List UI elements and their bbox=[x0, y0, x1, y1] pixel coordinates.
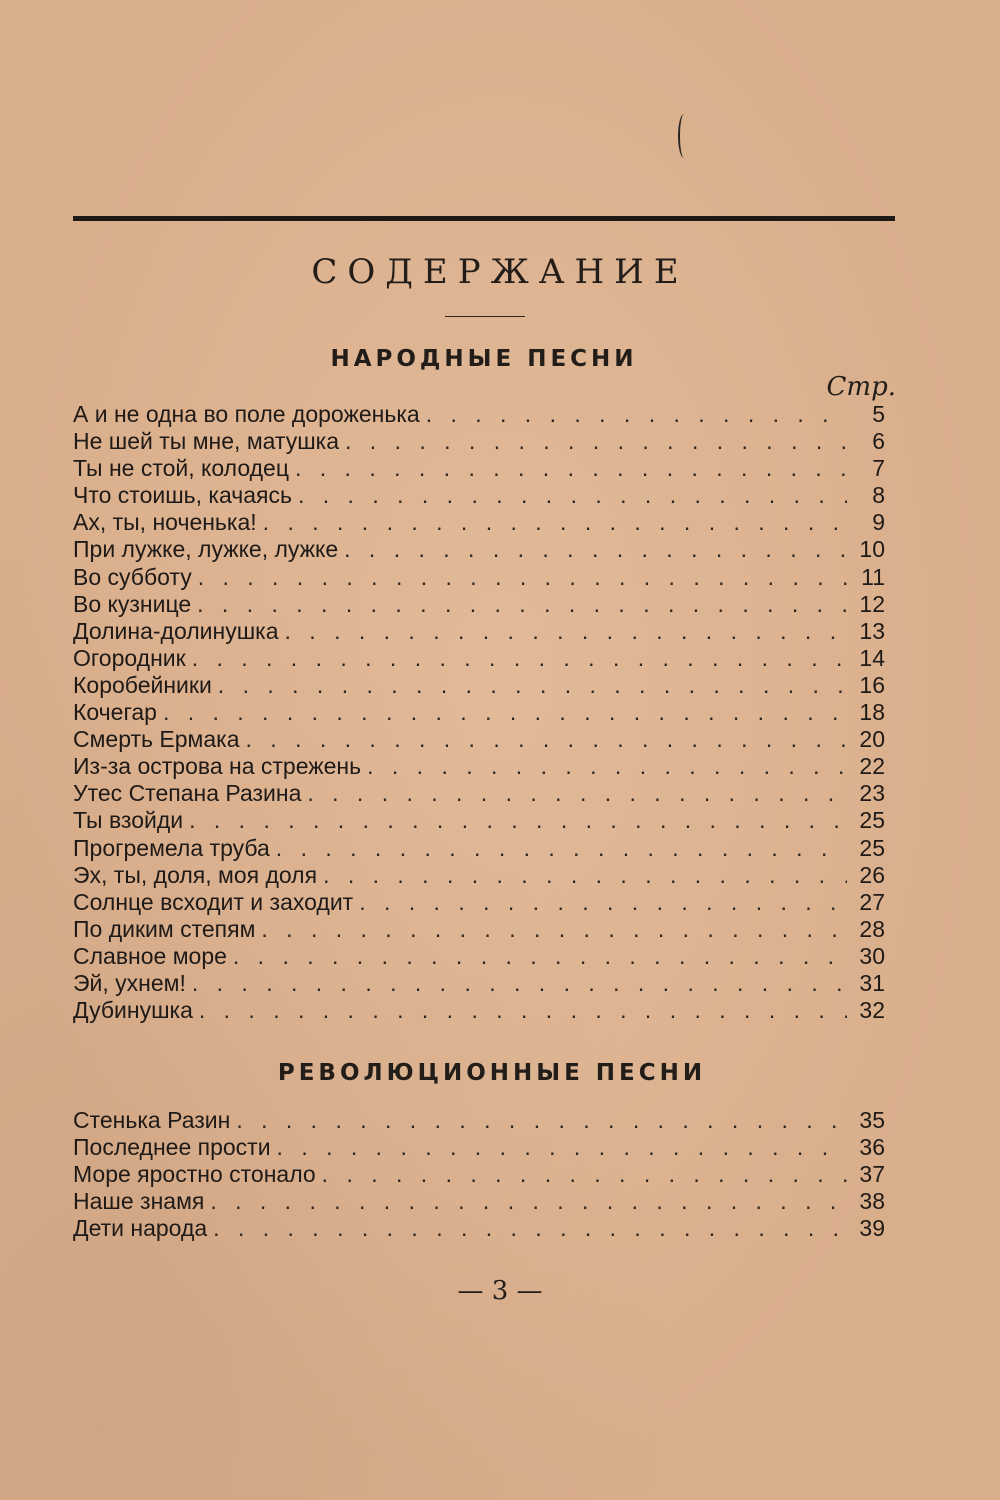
header-rule bbox=[73, 216, 895, 221]
dot-leader bbox=[359, 889, 847, 916]
toc-entry-title: При лужке, лужке, лужке bbox=[73, 536, 339, 563]
dot-leader bbox=[198, 564, 847, 591]
page-title: СОДЕРЖАНИЕ bbox=[311, 252, 689, 292]
toc-entry-page: 6 bbox=[872, 428, 885, 455]
dot-leader bbox=[246, 726, 847, 753]
toc-entry-page: 32 bbox=[859, 997, 885, 1024]
dot-leader bbox=[298, 482, 847, 509]
toc-entry bbox=[73, 1188, 885, 1215]
title-underline bbox=[445, 316, 525, 317]
toc-list-folk-songs bbox=[73, 401, 885, 1024]
dot-leader bbox=[192, 970, 847, 997]
dot-leader bbox=[277, 1134, 847, 1161]
dot-leader bbox=[192, 645, 847, 672]
toc-entry bbox=[73, 509, 885, 536]
toc-entry-title: Наше знамя bbox=[73, 1188, 205, 1215]
toc-entry bbox=[73, 916, 885, 943]
toc-entry-page: 39 bbox=[859, 1215, 885, 1242]
page-number: — 3 — bbox=[457, 1276, 543, 1306]
toc-entry bbox=[73, 1107, 885, 1134]
toc-entry-page: 27 bbox=[859, 888, 885, 915]
toc-entry-page: 13 bbox=[859, 617, 885, 644]
dot-leader bbox=[236, 1107, 847, 1134]
dot-leader bbox=[218, 672, 847, 699]
toc-entry-page: 25 bbox=[859, 807, 885, 834]
toc-entry-title: Эх, ты, доля, моя доля bbox=[73, 861, 318, 888]
toc-entry-page: 10 bbox=[859, 536, 885, 563]
toc-entry bbox=[73, 455, 885, 482]
dot-leader bbox=[323, 862, 847, 889]
toc-entry-page: 18 bbox=[859, 699, 885, 726]
toc-entry-title: Долина-долинушка bbox=[73, 617, 279, 644]
toc-entry-page: 31 bbox=[859, 969, 885, 996]
toc-entry-title: Ты не стой, колодец bbox=[73, 455, 289, 482]
toc-entry-page: 30 bbox=[859, 942, 885, 969]
toc-entry bbox=[73, 997, 885, 1024]
section-heading-folk-songs: НАРОДНЫЕ ПЕСНИ bbox=[330, 346, 638, 372]
toc-entry-title: Последнее прости bbox=[73, 1134, 271, 1161]
dot-leader bbox=[213, 1215, 847, 1242]
toc-entry-title: Утес Степана Разина bbox=[73, 780, 302, 807]
toc-entry bbox=[73, 726, 885, 753]
toc-entry bbox=[73, 672, 885, 699]
toc-entry-page: 22 bbox=[859, 753, 885, 780]
toc-entry bbox=[73, 970, 885, 997]
toc-entry-title: Кочегар bbox=[73, 699, 157, 726]
toc-entry-title: Огородник bbox=[73, 644, 186, 671]
toc-entry-title: Ах, ты, ноченька! bbox=[73, 509, 257, 536]
dot-leader bbox=[210, 1188, 847, 1215]
toc-entry-title: Ты взойди bbox=[73, 807, 184, 834]
toc-entry-page: 36 bbox=[859, 1134, 885, 1161]
dot-leader bbox=[199, 997, 847, 1024]
toc-entry bbox=[73, 889, 885, 916]
toc-entry-title: Море яростно стонало bbox=[73, 1161, 316, 1188]
dot-leader bbox=[261, 916, 847, 943]
toc-entry-page: 9 bbox=[872, 509, 885, 536]
toc-entry-title: Стенька Разин bbox=[73, 1107, 231, 1133]
dot-leader bbox=[295, 455, 847, 482]
dot-leader bbox=[426, 401, 847, 428]
dot-leader bbox=[322, 1161, 847, 1188]
dot-leader bbox=[345, 428, 847, 455]
toc-entry bbox=[73, 862, 885, 889]
toc-entry bbox=[73, 807, 885, 834]
toc-entry bbox=[73, 753, 885, 780]
dot-leader bbox=[367, 753, 847, 780]
page-column-label: Стр. bbox=[826, 372, 896, 402]
toc-entry bbox=[73, 1134, 885, 1161]
toc-entry-page: 7 bbox=[872, 455, 885, 482]
toc-entry bbox=[73, 564, 885, 591]
toc-entry-title: Не шей ты мне, матушка bbox=[73, 428, 340, 455]
toc-entry-page: 12 bbox=[859, 590, 885, 617]
toc-entry bbox=[73, 401, 885, 428]
toc-entry-page: 26 bbox=[859, 861, 885, 888]
dot-leader bbox=[263, 509, 847, 536]
toc-entry-page: 23 bbox=[859, 780, 885, 807]
toc-entry-page: 16 bbox=[859, 671, 885, 698]
dot-leader bbox=[197, 591, 847, 618]
toc-entry-page: 8 bbox=[872, 482, 885, 509]
toc-entry-title: Славное море bbox=[73, 942, 227, 969]
toc-entry-title: Смерть Ермака bbox=[73, 726, 240, 753]
section-heading-revolutionary-songs: РЕВОЛЮЦИОННЫЕ ПЕСНИ bbox=[277, 1060, 707, 1086]
toc-entry-title: Коробейники bbox=[73, 671, 212, 698]
toc-entry-title: Во субботу bbox=[73, 563, 192, 590]
toc-entry bbox=[73, 699, 885, 726]
toc-entry bbox=[73, 428, 885, 455]
toc-entry bbox=[73, 645, 885, 672]
toc-entry-page: 11 bbox=[861, 563, 885, 590]
toc-entry-title: Дети народа bbox=[73, 1215, 208, 1242]
toc-entry-title: Прогремела труба bbox=[73, 834, 270, 861]
dot-leader bbox=[163, 699, 847, 726]
dot-leader bbox=[344, 536, 847, 563]
toc-entry-page: 5 bbox=[872, 401, 885, 427]
toc-entry bbox=[73, 1215, 885, 1242]
dot-leader bbox=[307, 780, 847, 807]
toc-entry bbox=[73, 835, 885, 862]
toc-entry-page: 28 bbox=[859, 915, 885, 942]
toc-entry-title: Дубинушка bbox=[73, 997, 193, 1024]
dot-leader bbox=[233, 943, 847, 970]
toc-entry-title: Солнце всходит и заходит bbox=[73, 888, 354, 915]
dot-leader bbox=[285, 618, 847, 645]
toc-entry-title: По диким степям bbox=[73, 915, 256, 942]
toc-entry bbox=[73, 591, 885, 618]
toc-entry-title: Из-за острова на стрежень bbox=[73, 753, 362, 780]
toc-entry bbox=[73, 618, 885, 645]
dot-leader bbox=[276, 835, 847, 862]
toc-entry-title: Во кузнице bbox=[73, 590, 192, 617]
toc-entry-page: 37 bbox=[859, 1161, 885, 1188]
toc-entry-title: Эй, ухнем! bbox=[73, 969, 186, 996]
toc-entry bbox=[73, 780, 885, 807]
toc-entry-page: 38 bbox=[859, 1188, 885, 1215]
toc-entry-page: 25 bbox=[859, 834, 885, 861]
pencil-mark bbox=[678, 114, 690, 158]
toc-entry-page: 20 bbox=[859, 726, 885, 753]
dot-leader bbox=[189, 807, 847, 834]
toc-entry-title: А и не одна во поле дороженька bbox=[73, 401, 420, 427]
toc-entry-page: 14 bbox=[859, 644, 885, 671]
toc-entry-title: Что стоишь, качаясь bbox=[73, 482, 292, 509]
toc-entry bbox=[73, 482, 885, 509]
toc-list-revolutionary-songs bbox=[73, 1107, 885, 1242]
toc-entry-page: 35 bbox=[859, 1107, 885, 1133]
toc-entry bbox=[73, 1161, 885, 1188]
toc-entry bbox=[73, 943, 885, 970]
toc-entry bbox=[73, 536, 885, 563]
